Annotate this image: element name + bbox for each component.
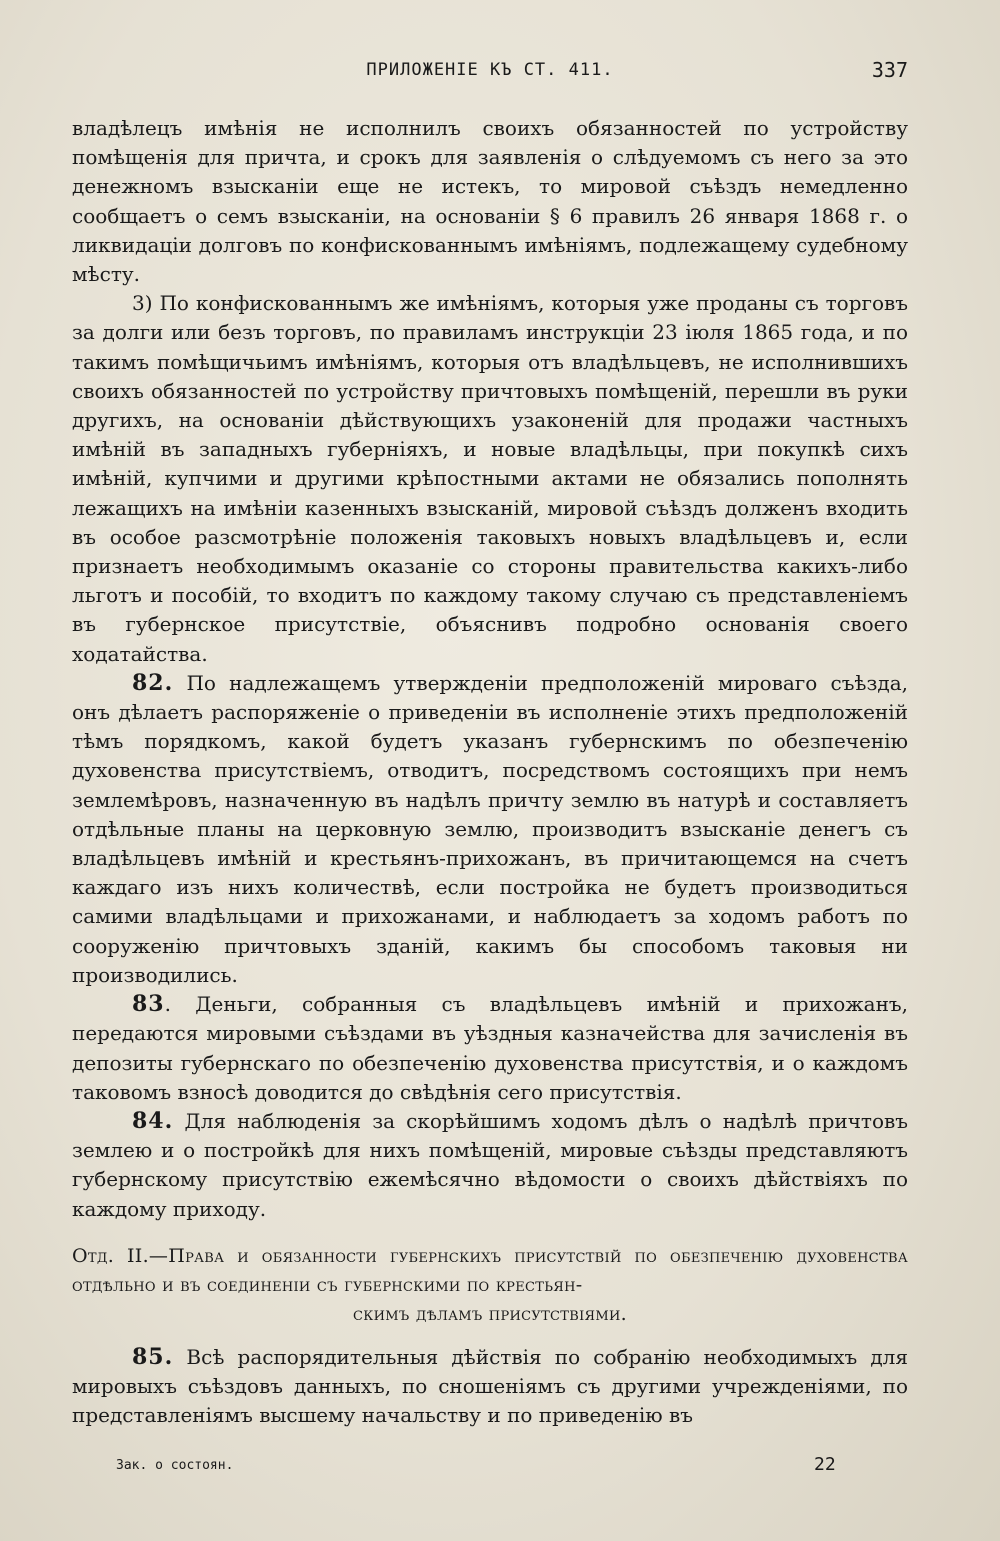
body-text <box>72 114 908 1430</box>
article-number: 84. <box>132 1107 174 1134</box>
section-heading <box>72 1242 908 1329</box>
article-text: Всѣ распорядительныя дѣйствія по собранію необходимыхъ для мировыхъ съѣздовъ данныхъ, по сношеніямъ съ другими учрежденіями, по представленіямъ высшему начальству и по приведенію въ <box>72 1344 909 1428</box>
page-number: 337 <box>871 58 908 82</box>
section-heading-main: Отд. II.—Права и обязанности губернскихъ присутствій по обезпеченію духовенства отдѣльно и въ соединеніи съ губернскими по крестьян- <box>72 1244 908 1296</box>
section-heading-last-line: скимъ дѣламъ присутствіями. <box>353 1302 627 1325</box>
article-82 <box>72 669 908 990</box>
article-text: По надлежащемъ утвержденіи предположеній мироваго съѣзда, онъ дѣлаетъ распоряженіе о приведеніи въ исполненіе этихъ предположеній тѣмъ порядкомъ, какой будетъ указанъ губернскимъ по обезпеченію духовенства присутствіемъ, отводитъ, посредствомъ состоящихъ при немъ землемѣровъ, назначенную въ надѣлъ причту землю въ натурѣ и составляетъ отдѣльные планы на церковную землю, производитъ взысканіе денегъ съ владѣльцевъ имѣній и крестьянъ-прихожанъ, въ причитающемся на счетъ каждаго изъ нихъ количествѣ, если постройка не будетъ производиться самими владѣльцами и прихожанами, и наблюдаетъ за ходомъ работъ по сооруженію причтовыхъ зданій, какимъ бы способомъ таковыя ни производились. <box>72 670 909 987</box>
running-title: ПРИЛОЖЕНІЕ КЪ СТ. 411. <box>366 60 614 80</box>
page-footer <box>72 1454 908 1484</box>
paragraph-continuation: владѣлецъ имѣнія не исполнилъ своихъ обязанностей по устройству помѣщенія для причта, и срокъ для заявленія о слѣдуемомъ съ него за это денежномъ взысканіи еще не истекъ, то мировой съѣздъ немедленно сообщаетъ о семъ взысканіи, на основаніи § 6 правилъ 26 января 1868 г. о ликвидаціи долговъ по конфискованнымъ имѣніямъ, подлежащему судебному мѣсту. <box>72 116 908 287</box>
article-number: 85. <box>132 1343 174 1370</box>
article-number: 82. <box>132 669 174 696</box>
printer-signature: Зак. о состоян. <box>116 1458 234 1473</box>
paragraph-item-3: 3) По конфискованнымъ же имѣніямъ, которыя уже проданы съ торговъ за долги или безъ торговъ, по правиламъ инструкціи 23 іюля 1865 года, и по такимъ помѣщичьимъ имѣніямъ, которыя отъ владѣльцевъ, не исполнившихъ своихъ обязанностей по устройству причтовыхъ помѣщеній, перешли въ руки другихъ, на основаніи дѣйствующихъ узаконеній для продажи частныхъ имѣній въ западныхъ губерніяхъ, и новые владѣльцы, при покупкѣ сихъ имѣній, купчими и другими крѣпостными актами не обязались пополнять лежащихъ на имѣніи казенныхъ взысканій, мировой съѣздъ долженъ входить въ особое разсмотрѣніе положенія таковыхъ новыхъ владѣльцевъ и, если признаетъ необходимымъ оказаніе со стороны правительства какихъ-либо льготъ и пособій, то входитъ по каждому такому случаю съ представленіемъ въ губернское присутствіе, объяснивъ подробно основанія своего ходатайства. <box>72 291 908 666</box>
article-text: . Деньги, собранныя съ владѣльцевъ имѣній и прихожанъ, передаются мировыми съѣздами въ уѣздныя казначейства для зачисленія въ депозиты губернскаго по обезпеченію духовенства присутствія, и о каждомъ таковомъ взносѣ доводится до свѣдѣнія сего присутствія. <box>72 992 908 1104</box>
article-84 <box>72 1107 908 1224</box>
article-number: 83 <box>132 991 165 1018</box>
article-text: Для наблюденія за скорѣйшимъ ходомъ дѣлъ о надѣлѣ причтовъ землею и о постройкѣ для нихъ помѣщеній, мировые съѣзды представляютъ губернскому присутствію ежемѣсячно вѣдомости о своихъ дѣйствіяхъ по каждому приходу. <box>72 1108 909 1221</box>
article-83 <box>72 990 908 1107</box>
article-85 <box>72 1343 908 1431</box>
signature-number: 22 <box>814 1454 836 1475</box>
page-header <box>72 58 908 88</box>
